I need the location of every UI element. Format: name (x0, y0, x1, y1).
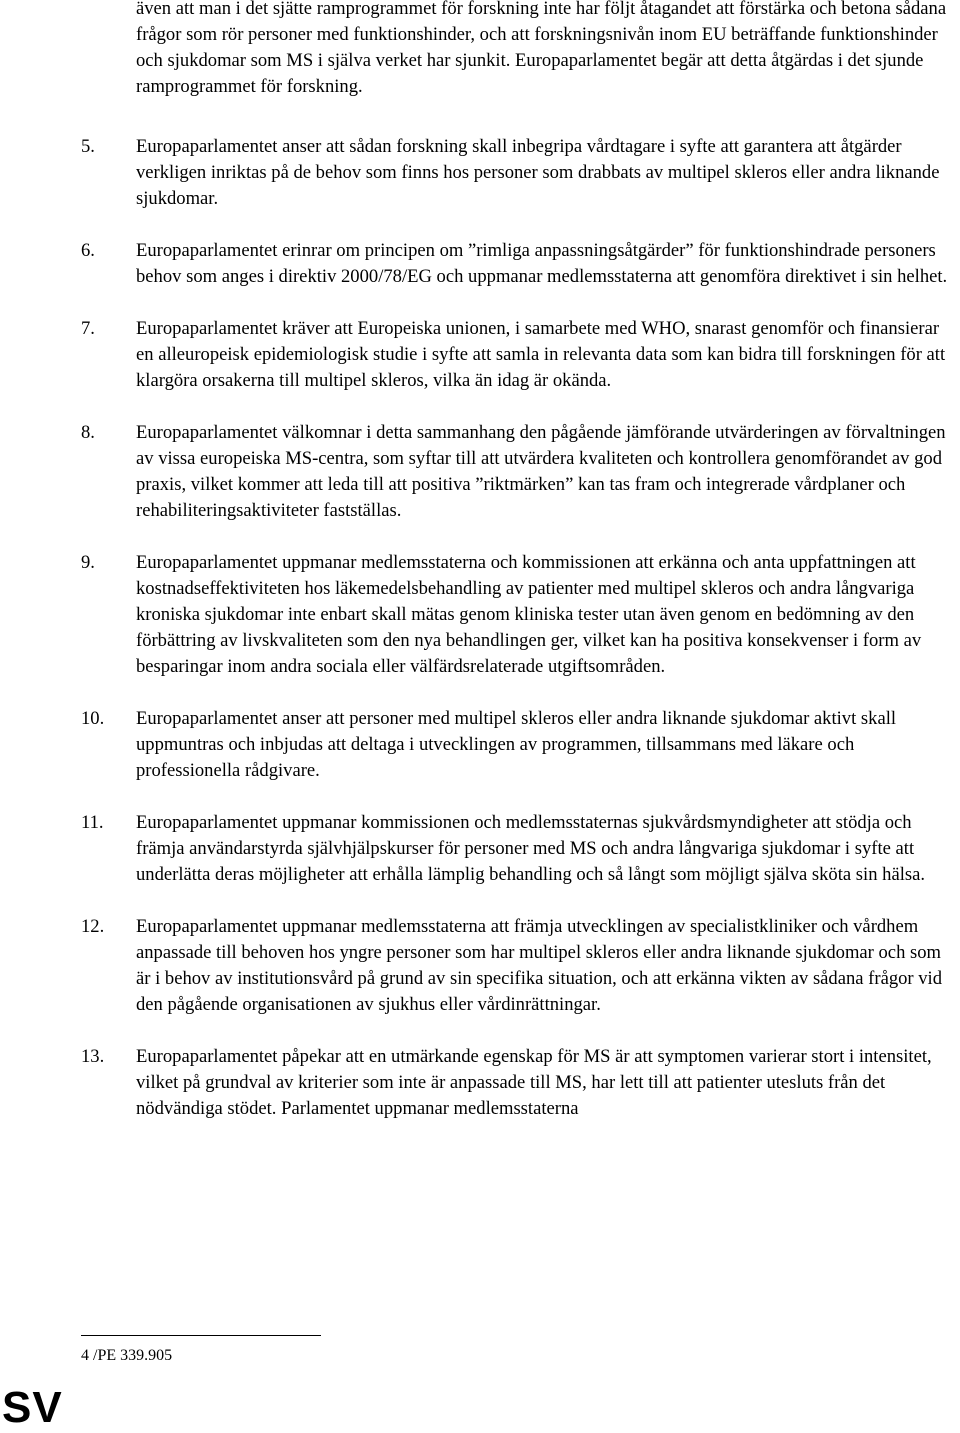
clause-number: 12. (81, 916, 105, 937)
clause-number: 11. (81, 812, 104, 833)
clause-number: 7. (81, 318, 95, 339)
clause-item (0, 238, 954, 290)
clause-text: Europaparlamentet påpekar att en utmärkande egenskap för MS är att symptomen varierar stort i intensitet, vilket på grundval av kriterier som inte är anpassade till MS, har lett till att patienter utesluts från det nödvändiga stödet. Parlamentet uppmanar medlemsstaterna (136, 1046, 932, 1119)
clause-text: Europaparlamentet kräver att Europeiska unionen, i samarbete med WHO, snarast genomför och finansierar en alleuropeisk epidemiologisk studie i syfte att samla in relevanta data som kan bidra till forskningen för att klargöra orsakerna till multipel skleros, vilka än idag är okända. (136, 318, 946, 391)
clause-item (0, 420, 954, 524)
clause-text: Europaparlamentet anser att sådan forskning skall inbegripa vårdtagare i syfte att garantera att åtgärder verkligen inriktas på de behov som finns hos personer som drabbats av multipel skleros eller andra liknande sjukdomar. (136, 136, 940, 209)
clause-number: 6. (81, 240, 95, 261)
clause-item (0, 316, 954, 394)
clause-item (0, 550, 954, 680)
language-code: SV (2, 1383, 63, 1432)
clause-number: 5. (81, 136, 95, 157)
clause-item (0, 914, 954, 1018)
clause-item (0, 810, 954, 888)
clause-item (0, 706, 954, 784)
continuation-paragraph: även att man i det sjätte ramprogrammet för forskning inte har följt åtagandet att förstärka och betona sådana frågor som rör personer med funktionshinder, och att forskningsnivån inom EU beträffande funktionshinder och sjukdomar som MS i själva verket har sjunkit. Europaparlamentet begär att detta åtgärdas i det sjunde ramprogrammet för forskning. (136, 0, 947, 97)
clause-text: Europaparlamentet anser att personer med multipel skleros eller andra liknande sjukdomar aktivt skall uppmuntras och inbjudas att deltaga i utvecklingen av programmen, tillsammans med läkare och professionella rådgivare. (136, 708, 897, 781)
clause-item (0, 1044, 954, 1122)
clause-text: Europaparlamentet uppmanar kommissionen och medlemsstaternas sjukvårdsmyndigheter att stödja och främja användarstyrda självhjälpskurser för personer med MS och andra långvariga sjukdomar i syfte att underlätta deras möjligheter att erhålla lämplig behandling och så långt som möjligt själva sköta sin hälsa. (136, 812, 925, 885)
footer-divider (81, 1335, 321, 1336)
numbered-clause-list (0, 134, 960, 1148)
clause-text: Europaparlamentet uppmanar medlemsstaterna att främja utvecklingen av specialistkliniker och vårdhem anpassade till behoven hos yngre personer som har multipel skleros eller andra liknande sjukdomar och som är i behov av institutionsvård på grund av sin specifika situation, och att erkänna vikten av sådana frågor vid den pågående organisationen av sjukhus eller vårdinrättningar. (136, 916, 943, 1015)
clause-number: 9. (81, 552, 95, 573)
page-reference: 4 /PE 339.905 (81, 1347, 173, 1364)
clause-text: Europaparlamentet uppmanar medlemsstaterna och kommissionen att erkänna och anta uppfattningen att kostnadseffektiviteten hos läkemedelsbehandling av patienter med multipel skleros och andra långvariga kroniska sjukdomar inte enbart skall mätas genom kliniska tester utan även genom en bedömning av den förbättring av livskvaliteten som den nya behandlingen ger, vilket kan ha positiva konsekvenser i form av besparingar inom andra sociala eller välfärdsrelaterade utgiftsområden. (136, 552, 922, 677)
clause-text: Europaparlamentet erinrar om principen om ”rimliga anpassningsåtgärder” för funktionshindrade personers behov som anges i direktiv 2000/78/EG och uppmanar medlemsstaterna att genomföra direktivet i sin helhet. (136, 240, 948, 287)
clause-item (0, 134, 954, 212)
clause-number: 13. (81, 1046, 105, 1067)
clause-number: 10. (81, 708, 105, 729)
clause-number: 8. (81, 422, 95, 443)
clause-text: Europaparlamentet välkomnar i detta sammanhang den pågående jämförande utvärderingen av förvaltningen av vissa europeiska MS-centra, som syftar till att utvärdera kvaliteten och kontrollera genomförandet av god praxis, vilket kommer att leda till att positiva ”riktmärken” kan tas fram och integrerade vårdplaner och rehabiliteringsaktiviteter fastställas. (136, 422, 946, 521)
